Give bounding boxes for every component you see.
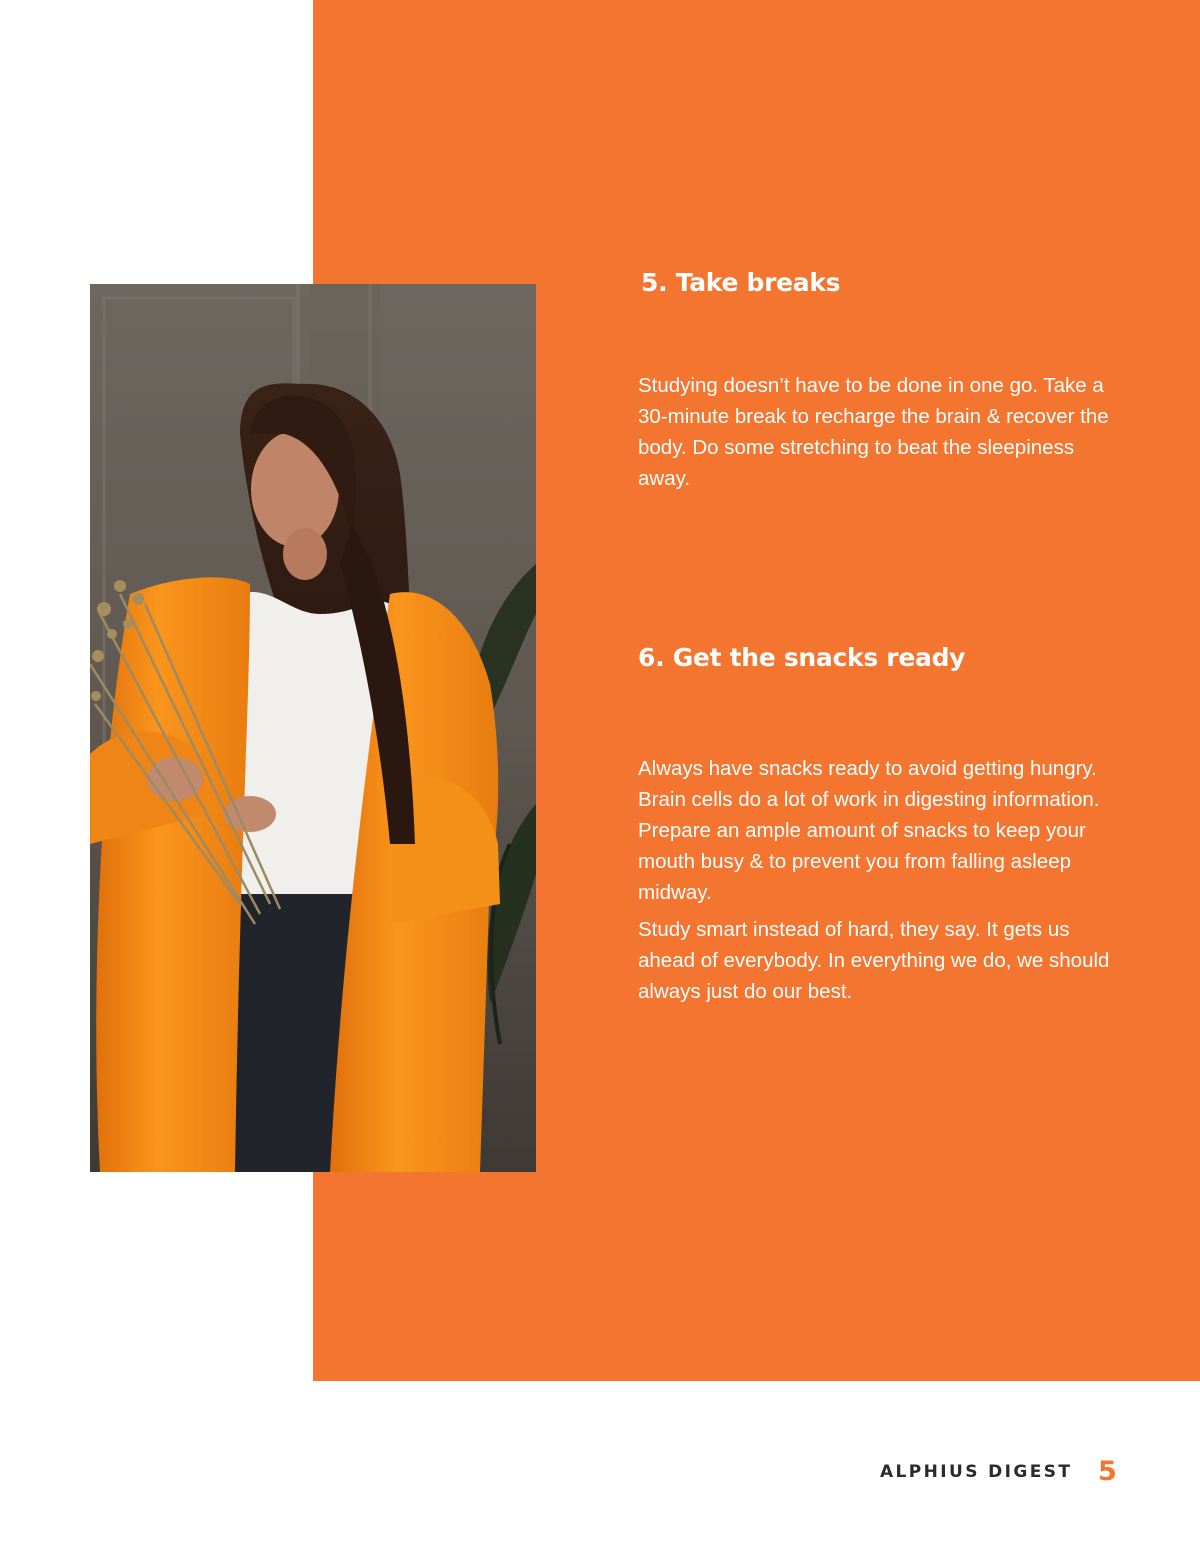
page-number: 5 — [1098, 1456, 1117, 1487]
section-paragraph-closing: Study smart instead of hard, they say. It gets us ahead of everybody. In everything we do, we should always just do our best. — [638, 918, 1110, 1003]
section-paragraph-snacks: Always have snacks ready to avoid getting hungry. Brain cells do a lot of work in digesting information. Prepare an ample amount of snacks to keep your mouth busy & to prevent you from falling asleep midway. — [638, 757, 1100, 904]
publication-title: ALPHIUS DIGEST — [880, 1462, 1073, 1482]
woman-in-orange-kimono-photo — [90, 284, 536, 1172]
section-heading-take-breaks: 5. Take breaks — [641, 268, 841, 297]
section-paragraph-take-breaks: Studying doesn’t have to be done in one go. Take a 30-minute break to recharge the brain & recover the body. Do some stretching to beat the sleepiness away. — [638, 374, 1109, 490]
section-heading-snacks: 6. Get the snacks ready — [638, 643, 966, 672]
photo-illustration — [90, 284, 536, 1172]
